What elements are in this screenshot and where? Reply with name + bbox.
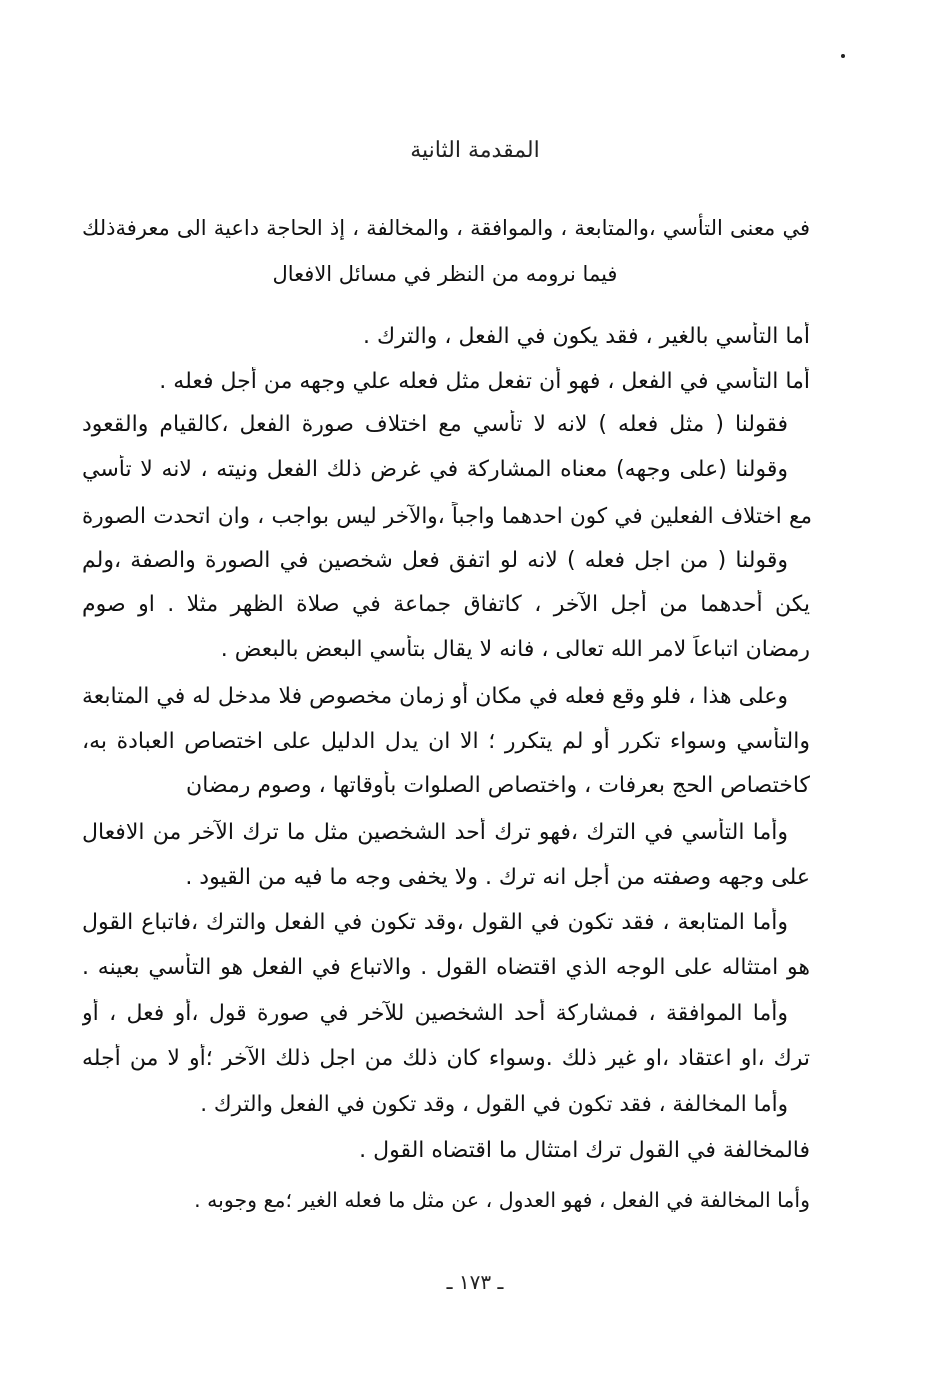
text-line: أما التأسي بالغير ، فقد يكون في الفعل ، والترك . [363, 324, 810, 349]
text-line: وعلى هذا ، فلو وقع فعله في مكان أو زمان مخصوص فلا مدخل له في المتابعة [82, 684, 788, 709]
text-line: فيما نرومه من النظر في مسائل الافعال [272, 262, 618, 286]
text-line: فالمخالفة في القول ترك امتثال ما اقتضاه القول . [359, 1138, 810, 1163]
ink-speck [841, 54, 845, 58]
text-line: كاختصاص الحج بعرفات ، واختصاص الصلوات بأوقاتها ، وصوم رمضان [186, 773, 810, 798]
text-line: وقولنا (على وجهه) معناه المشاركة في غرض ذلك الفعل ونيته ، لانه لا تأسي [82, 457, 788, 482]
text-line: يكن أحدهما من أجل الآخر ، كاتفاق جماعة في صلاة الظهر مثلا . او صوم [82, 592, 810, 617]
page-number: ـ ١٧٣ ـ [446, 1270, 504, 1294]
text-line: أما التأسي في الفعل ، فهو أن تفعل مثل فعله علي وجهه من أجل فعله . [159, 369, 810, 394]
text-line: في معنى التأسي ،والمتابعة ، والموافقة ، والمخالفة ، إذ الحاجة داعية الى معرفةذلك [82, 216, 810, 240]
text-line: رمضان اتباعاً لامر الله تعالى ، فانه لا يقال بتأسي البعض بالبعض . [220, 637, 810, 662]
section-heading: المقدمة الثانية [410, 138, 540, 163]
text-line: وأما التأسي في الترك ،فهو ترك أحد الشخصين مثل ما ترك الآخر من الافعال [82, 820, 788, 845]
text-line: على وجهه وصفته من أجل انه ترك . ولا يخفى وجه ما فيه من القيود . [185, 865, 810, 890]
text-line: هو امتثاله على الوجه الذي اقتضاه القول . والاتباع في الفعل هو التأسي بعينه . [82, 955, 810, 980]
text-line: وأما المخالفة في الفعل ، فهو العدول ، عن مثل ما فعله الغير ؛مع وجوبه . [194, 1188, 810, 1212]
text-line: مع اختلاف الفعلين في كون احدهما واجباً ،والآخر ليس بواجب ، وان اتحدت الصورة [82, 504, 812, 529]
text-line: وأما المتابعة ، فقد تكون في القول ،وقد تكون في الفعل والترك ،فاتباع القول [82, 910, 788, 935]
text-line: والتأسي وسواء تكرر أو لم يتكرر ؛ الا ان يدل الدليل على اختصاص العبادة به، [82, 729, 810, 754]
text-line: وأما المخالفة ، فقد تكون في القول ، وقد تكون في الفعل والترك . [200, 1092, 788, 1117]
text-line: وأما الموافقة ، فمشاركة أحد الشخصين للآخر في صورة قول ،أو فعل ، أو [82, 1001, 788, 1026]
text-line: وقولنا ( من اجل فعله ) لانه لو اتفق فعل شخصين في الصورة والصفة ،ولم [82, 548, 788, 573]
text-line: فقولنا ( مثل فعله ) لانه لا تأسي مع اختلاف صورة الفعل ،كالقيام والقعود [82, 412, 788, 437]
text-line: ترك ،او اعتقاد ،او غير ذلك .وسواء كان ذلك من اجل ذلك الآخر ؛أو لا من أجله [82, 1046, 810, 1071]
